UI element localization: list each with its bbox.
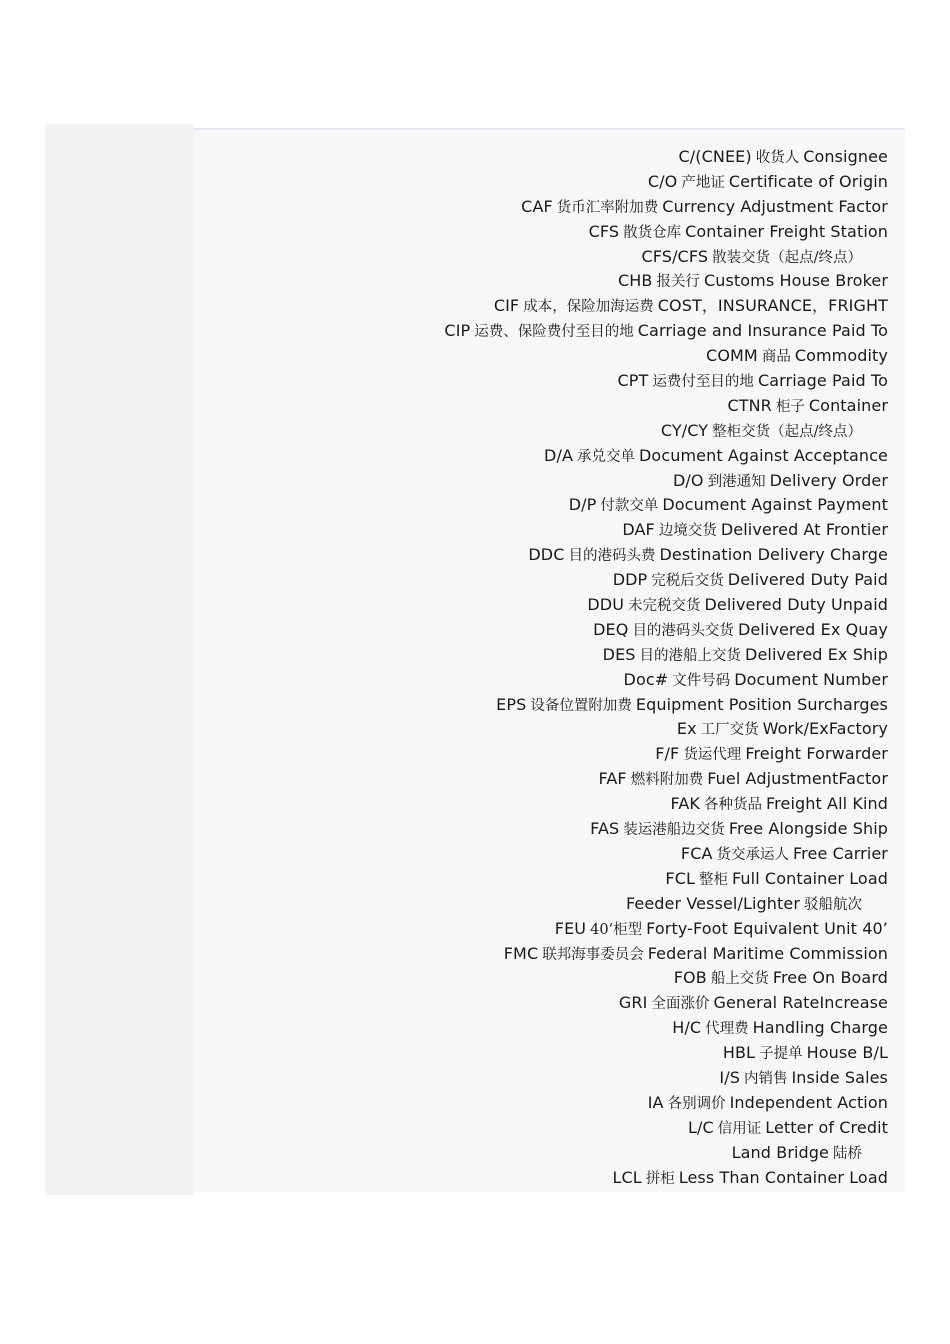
entry-english-term: Delivered Ex Quay <box>737 619 888 639</box>
entry-chinese-term: 散装交货（起点/终点） <box>712 249 862 266</box>
glossary-entry <box>208 966 888 991</box>
entry-abbreviation: FAS <box>590 819 620 839</box>
glossary-entry <box>208 942 888 967</box>
entry-english-term: Inside Sales <box>791 1067 888 1087</box>
document-page <box>194 128 905 1192</box>
entry-english-term: Handling Charge <box>752 1018 888 1038</box>
entry-english-term: Document Number <box>734 669 888 689</box>
entry-english-term: COST，INSURANCE，FRIGHT <box>657 296 888 316</box>
entry-english-term: Work/ExFactory <box>762 719 888 739</box>
entry-english-term: Currency Adjustment Factor <box>662 196 888 216</box>
glossary-entry <box>208 693 888 718</box>
entry-english-term: Commodity <box>794 346 888 366</box>
glossary-entry <box>208 294 888 319</box>
entry-chinese-term: 各种货品 <box>704 797 763 814</box>
entry-english-term: Free Carrier <box>793 843 888 863</box>
entry-abbreviation: FCL <box>665 868 695 888</box>
entry-english-term: Fuel AdjustmentFactor <box>707 769 888 789</box>
entry-english-term: Full Container Load <box>731 868 888 888</box>
entry-abbreviation: H/C <box>672 1018 702 1038</box>
entry-abbreviation: D/A <box>544 445 574 465</box>
entry-chinese-term: 货交承运人 <box>716 846 790 863</box>
glossary-entry <box>208 269 888 294</box>
glossary-entry <box>208 245 888 270</box>
glossary-entry <box>208 643 888 668</box>
entry-chinese-term: 联邦海事委员会 <box>542 946 644 963</box>
glossary-entry <box>208 444 888 469</box>
glossary-entry <box>208 593 888 618</box>
entry-english-term: Delivered Duty Paid <box>727 570 888 590</box>
glossary-list <box>208 145 888 1190</box>
glossary-entry <box>208 892 888 917</box>
entry-abbreviation: L/C <box>687 1117 714 1137</box>
entry-chinese-term: 付款交单 <box>600 498 659 515</box>
entry-english-term: Delivery Order <box>769 470 888 490</box>
entry-abbreviation: EPS <box>496 694 527 714</box>
entry-chinese-term: 目的港船上交货 <box>639 647 742 664</box>
entry-chinese-term: 工厂交货 <box>700 722 759 739</box>
entry-abbreviation: D/O <box>673 470 704 490</box>
glossary-entry <box>208 493 888 518</box>
glossary-entry <box>208 618 888 643</box>
entry-chinese-term: 信用证 <box>717 1120 762 1137</box>
entry-chinese-term: 目的港码头交货 <box>632 622 734 639</box>
entry-abbreviation: FOB <box>673 968 707 988</box>
entry-chinese-term: 货运代理 <box>683 747 742 764</box>
entry-abbreviation: CY/CY <box>660 420 709 440</box>
glossary-entry <box>208 1066 888 1091</box>
glossary-entry <box>208 568 888 593</box>
glossary-entry <box>208 394 888 419</box>
entry-english-term: Carriage and Insurance Paid To <box>637 321 888 341</box>
entry-chinese-term: 承兑交单 <box>577 448 636 465</box>
entry-abbreviation: FCA <box>680 843 713 863</box>
entry-abbreviation: Doc# <box>623 669 669 689</box>
glossary-entry <box>208 1041 888 1066</box>
entry-english-term: General RateIncrease <box>713 993 888 1013</box>
glossary-entry <box>208 1166 888 1191</box>
entry-english-term: Delivered Ex Ship <box>745 644 888 664</box>
entry-english-term: Equipment Position Surcharges <box>635 694 888 714</box>
glossary-entry <box>208 1016 888 1041</box>
glossary-entry <box>208 1116 888 1141</box>
entry-abbreviation: COMM <box>706 346 758 366</box>
entry-chinese-term: 商品 <box>761 349 791 366</box>
entry-chinese-term: 40‘柜型 <box>590 921 643 938</box>
glossary-entry <box>208 518 888 543</box>
entry-english-term: Consignee <box>803 147 888 166</box>
entry-abbreviation: HBL <box>722 1043 756 1063</box>
entry-english-term: Less Than Container Load <box>678 1167 888 1187</box>
entry-english-term: Customs House Broker <box>703 271 888 291</box>
entry-chinese-term: 全面涨价 <box>651 996 710 1013</box>
entry-chinese-term: 船上交货 <box>710 971 769 988</box>
glossary-entry <box>208 1141 888 1166</box>
entry-chinese-term: 整柜 <box>698 871 728 888</box>
entry-chinese-term: 陆桥 <box>833 1145 862 1162</box>
entry-english-term: Free Alongside Ship <box>728 819 888 839</box>
entry-english-term: Container Freight Station <box>685 221 888 241</box>
glossary-entry <box>208 742 888 767</box>
entry-abbreviation: GRI <box>618 993 648 1013</box>
entry-chinese-term: 完税后交货 <box>651 573 724 590</box>
entry-abbreviation: DDU <box>587 595 625 615</box>
entry-abbreviation: C/(CNEE) <box>678 147 752 166</box>
left-margin-panel <box>45 124 194 1195</box>
entry-english-term: Letter of Credit <box>765 1117 888 1137</box>
entry-abbreviation: IA <box>647 1092 664 1112</box>
entry-chinese-term: 收货人 <box>755 150 800 166</box>
entry-abbreviation: CHB <box>617 271 653 291</box>
entry-english-term: Document Against Acceptance <box>639 445 888 465</box>
entry-chinese-term: 边境交货 <box>658 523 717 540</box>
entry-english-term: House B/L <box>806 1043 888 1063</box>
entry-chinese-term: 散货仓库 <box>623 224 682 241</box>
entry-abbreviation: LCL <box>612 1167 642 1187</box>
entry-chinese-term: 运费、保险费付至目的地 <box>474 324 634 341</box>
entry-english-term: Delivered Duty Unpaid <box>704 595 888 615</box>
entry-chinese-term: 设备位置附加费 <box>530 697 632 714</box>
entry-chinese-term: 驳船航次 <box>804 896 862 913</box>
entry-abbreviation: I/S <box>719 1067 740 1087</box>
entry-abbreviation: CPT <box>617 371 649 391</box>
entry-abbreviation: FEU <box>554 918 587 938</box>
glossary-entry <box>208 195 888 220</box>
glossary-entry <box>208 767 888 792</box>
entry-abbreviation: DDC <box>528 545 565 565</box>
entry-english-term: Freight Forwarder <box>745 744 888 764</box>
entry-english-term: Destination Delivery Charge <box>659 545 888 565</box>
glossary-entry <box>208 917 888 942</box>
glossary-entry <box>208 668 888 693</box>
glossary-entry <box>208 469 888 494</box>
entry-abbreviation: Ex <box>676 719 697 739</box>
entry-abbreviation: FMC <box>503 943 539 963</box>
glossary-entry <box>208 319 888 344</box>
glossary-entry <box>208 792 888 817</box>
glossary-entry <box>208 842 888 867</box>
glossary-entry <box>208 220 888 245</box>
entry-english-term: Delivered At Frontier <box>720 520 888 540</box>
entry-chinese-term: 到港通知 <box>707 473 766 490</box>
entry-abbreviation: FAK <box>670 794 701 814</box>
entry-abbreviation: Feeder Vessel/Lighter <box>625 893 800 913</box>
entry-chinese-term: 整柜交货（起点/终点） <box>712 423 862 440</box>
entry-english-term: Certificate of Origin <box>728 171 888 191</box>
glossary-entry <box>208 817 888 842</box>
entry-chinese-term: 子提单 <box>759 1046 803 1063</box>
entry-abbreviation: FAF <box>598 769 627 789</box>
entry-chinese-term: 成本，保险加海运费 <box>523 299 654 316</box>
glossary-entry <box>208 717 888 742</box>
entry-english-term: Container <box>808 395 888 415</box>
entry-english-term: Independent Action <box>729 1092 888 1112</box>
glossary-entry <box>208 170 888 195</box>
entry-english-term: Forty-Foot Equivalent Unit 40’ <box>646 918 888 938</box>
entry-chinese-term: 各别调价 <box>667 1095 726 1112</box>
entry-abbreviation: CFS <box>588 221 620 241</box>
entry-abbreviation: DAF <box>622 520 655 540</box>
glossary-entry <box>208 867 888 892</box>
entry-chinese-term: 燃料附加费 <box>630 772 704 789</box>
entry-abbreviation: Land Bridge <box>731 1142 829 1162</box>
entry-chinese-term: 报关行 <box>656 274 700 291</box>
entry-chinese-term: 货币汇率附加费 <box>556 199 659 216</box>
entry-chinese-term: 拼柜 <box>645 1170 675 1187</box>
entry-chinese-term: 未完税交货 <box>628 598 701 615</box>
entry-abbreviation: DEQ <box>593 619 629 639</box>
glossary-entry <box>208 1091 888 1116</box>
glossary-entry <box>208 419 888 444</box>
glossary-entry <box>208 344 888 369</box>
entry-chinese-term: 代理费 <box>705 1021 749 1038</box>
entry-abbreviation: C/O <box>647 171 678 191</box>
glossary-entry <box>208 145 888 170</box>
glossary-entry <box>208 991 888 1016</box>
entry-chinese-term: 装运港船边交货 <box>623 822 725 839</box>
entry-abbreviation: F/F <box>655 744 680 764</box>
entry-english-term: Document Against Payment <box>662 495 888 515</box>
entry-abbreviation: DES <box>602 644 636 664</box>
entry-chinese-term: 目的港码头费 <box>568 548 656 565</box>
entry-english-term: Free On Board <box>772 968 888 988</box>
entry-abbreviation: CIF <box>493 296 520 316</box>
entry-abbreviation: CFS/CFS <box>641 246 709 266</box>
entry-abbreviation: D/P <box>568 495 597 515</box>
entry-abbreviation: CIP <box>444 321 471 341</box>
entry-english-term: Federal Maritime Commission <box>647 943 888 963</box>
entry-chinese-term: 柜子 <box>775 398 805 415</box>
entry-english-term: Carriage Paid To <box>757 371 888 391</box>
glossary-entry <box>208 543 888 568</box>
glossary-entry <box>208 369 888 394</box>
entry-chinese-term: 内销售 <box>743 1070 788 1087</box>
entry-english-term: Freight All Kind <box>766 794 888 814</box>
entry-abbreviation: CTNR <box>727 395 772 415</box>
entry-chinese-term: 运费付至目的地 <box>652 374 754 391</box>
entry-abbreviation: CAF <box>521 196 553 216</box>
entry-abbreviation: DDP <box>612 570 648 590</box>
entry-chinese-term: 文件号码 <box>672 672 731 689</box>
entry-chinese-term: 产地证 <box>681 174 725 191</box>
